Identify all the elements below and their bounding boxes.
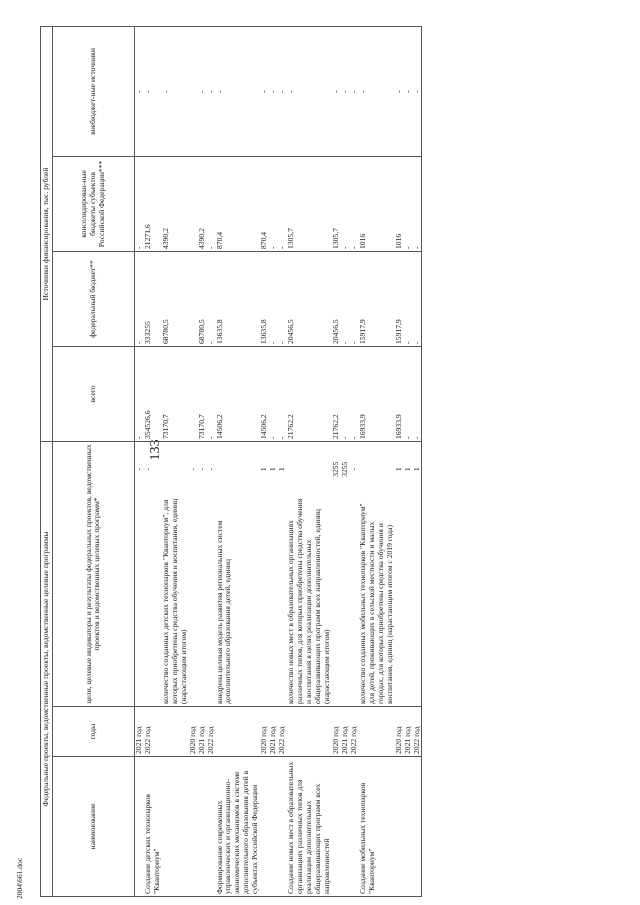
header-extrabudget: внебюджет-ные источники <box>52 26 134 156</box>
funding-table <box>40 26 422 897</box>
cell-name <box>260 757 269 897</box>
cell-year: 2022 год <box>278 707 287 757</box>
cell-indicator-value: - <box>133 467 143 471</box>
cell-year: 2021 год <box>198 707 207 757</box>
cell-regional: 4390,2 <box>162 156 189 251</box>
cell-regional: 1305,7 <box>332 156 341 251</box>
header-projects-group: Федеральные проекты, ведомственные проекты, ведомственные целевые программы <box>41 441 53 896</box>
table-row <box>413 26 422 896</box>
cell-extrabudget: - <box>134 26 143 156</box>
cell-regional: - <box>350 156 359 251</box>
cell-total: - <box>413 346 422 441</box>
cell-federal: - <box>341 251 350 346</box>
cell-extrabudget: - <box>287 26 332 156</box>
cell-extrabudget: - <box>395 26 404 156</box>
cell-federal: 333255 <box>144 251 162 346</box>
table-row <box>198 26 207 896</box>
cell-federal: 20456,5 <box>332 251 341 346</box>
cell-indicator-value: 1 <box>277 467 287 472</box>
cell-indicator-value <box>162 441 189 496</box>
cell-indicator-value: 1 <box>259 467 269 472</box>
header-federal: федеральный бюджет** <box>52 251 134 346</box>
cell-year: 2020 год <box>332 707 341 757</box>
cell-indicator <box>198 497 207 707</box>
cell-name: Создание мобильных технопарков "Кванториум" <box>359 757 395 897</box>
table-row <box>216 26 261 896</box>
cell-federal: - <box>269 251 278 346</box>
cell-name: Создание детских технопарков "Кванториум" <box>144 757 162 897</box>
cell-indicator: количество новых мест в образовательных организациях различных типов, для которых приобретены средства обучения и воспитания в целях реализации дополнительных общеразвивающих программ всех направленностей, единиц (нарастающим итогом) <box>287 497 332 707</box>
cell-total: 21762,2 <box>287 346 332 441</box>
cell-indicator-value: - <box>142 467 152 471</box>
cell-total: 73170,7 <box>198 346 207 441</box>
cell-extrabudget: - <box>269 26 278 156</box>
cell-regional: - <box>207 156 216 251</box>
cell-total: - <box>404 346 413 441</box>
cell-indicator <box>341 497 350 707</box>
cell-extrabudget: - <box>207 26 216 156</box>
cell-total: 73170,7 <box>162 346 189 441</box>
cell-regional: 4390,2 <box>198 156 207 251</box>
cell-regional: - <box>278 156 287 251</box>
cell-federal: 15917,9 <box>395 251 404 346</box>
cell-total: - <box>269 346 278 441</box>
header-indicators: цели, целевые индикаторы и результаты федеральных проектов, ведомственных проектов и ведомственных целевых программ* <box>52 441 134 706</box>
cell-indicator-value: - <box>348 467 358 471</box>
cell-extrabudget: - <box>162 26 189 156</box>
footer-filename: 2004\661.doc <box>15 857 24 899</box>
cell-extrabudget: - <box>260 26 269 156</box>
table-row <box>162 26 189 896</box>
cell-name <box>395 757 404 897</box>
cell-total: 14506,2 <box>260 346 269 441</box>
table-row <box>134 26 143 896</box>
page-number: 133 <box>148 439 163 461</box>
table-row <box>260 26 269 896</box>
cell-indicator-value: 1 <box>393 467 403 472</box>
cell-indicator <box>269 497 278 707</box>
table-row <box>395 26 404 896</box>
cell-year: 2022 год <box>207 707 216 757</box>
table-row <box>350 26 359 896</box>
cell-total: - <box>341 346 350 441</box>
cell-total: - <box>207 346 216 441</box>
cell-indicator-value: - <box>187 467 197 471</box>
cell-regional: - <box>404 156 413 251</box>
cell-year: 2022 год <box>350 707 359 757</box>
cell-indicator <box>144 497 162 707</box>
header-funding-group: Источники финансирования, тыс. рублей <box>41 26 53 441</box>
cell-extrabudget: - <box>413 26 422 156</box>
table-row <box>404 26 413 896</box>
cell-year: 2022 год <box>144 707 162 757</box>
cell-indicator: внедрена целевая модель развития региональных систем дополнительного образования детей, единиц <box>216 497 261 707</box>
cell-extrabudget: - <box>404 26 413 156</box>
cell-extrabudget: - <box>332 26 341 156</box>
cell-name <box>198 757 207 897</box>
cell-regional: - <box>269 156 278 251</box>
cell-year: 2021 год <box>341 707 350 757</box>
cell-name <box>413 757 422 897</box>
table-body <box>134 26 422 896</box>
table-row <box>359 26 395 896</box>
cell-federal: 68780,5 <box>162 251 189 346</box>
cell-indicator <box>260 497 269 707</box>
table-row <box>341 26 350 896</box>
cell-name <box>189 757 198 897</box>
cell-total: 16933,9 <box>359 346 395 441</box>
cell-federal: 68780,5 <box>198 251 207 346</box>
cell-indicator <box>134 497 143 707</box>
table-row <box>287 26 332 896</box>
table-row <box>189 26 198 896</box>
cell-regional: 1016 <box>359 156 395 251</box>
cell-regional: 870,4 <box>260 156 269 251</box>
cell-indicator: количество созданных детских технопарков "Кванториум", для которых приобретены средства обучения и воспитания, единиц (нарастающим итогом) <box>162 497 189 707</box>
cell-indicator-value <box>287 441 332 496</box>
cell-extrabudget: - <box>359 26 395 156</box>
cell-total: - <box>350 346 359 441</box>
table-row <box>144 26 162 896</box>
cell-year: 2021 год <box>134 707 143 757</box>
cell-extrabudget: - <box>216 26 261 156</box>
cell-name <box>162 757 189 897</box>
cell-year: 2021 год <box>269 707 278 757</box>
cell-total: 14506,2 <box>216 346 261 441</box>
cell-year <box>216 707 261 757</box>
header-total: всего <box>52 346 134 441</box>
cell-year: 2020 год <box>260 707 269 757</box>
cell-indicator: количество созданных мобильных технопарков "Кванториум" для детей, проживающих в сельской местности и малых городах, для которых приобретены средства обучения и воспитания, единиц (нарастающим итогом с 2019 года) <box>359 497 395 707</box>
cell-total: - <box>278 346 287 441</box>
cell-year <box>287 707 332 757</box>
cell-indicator-value <box>359 441 395 496</box>
cell-federal: - <box>413 251 422 346</box>
cell-indicator-value: 1 <box>413 441 422 496</box>
cell-name: Формирование современных управленческих и организационно-экономических механизмов в системе дополнительного образования детей в субъектах Российской Федерации <box>216 757 261 897</box>
cell-name <box>341 757 350 897</box>
cell-regional: 1305,7 <box>287 156 332 251</box>
cell-indicator-value: 1 <box>268 467 278 472</box>
cell-regional: 21271,6 <box>144 156 162 251</box>
cell-name <box>404 757 413 897</box>
cell-federal: - <box>278 251 287 346</box>
cell-total: - <box>134 346 143 441</box>
cell-indicator-value: 3255 <box>339 461 349 477</box>
cell-year: 2020 год <box>189 707 198 757</box>
cell-indicator <box>189 497 198 707</box>
cell-indicator <box>332 497 341 707</box>
cell-indicator-value: - <box>205 467 215 471</box>
cell-indicator-value <box>216 441 261 496</box>
cell-indicator <box>413 497 422 707</box>
cell-regional: - <box>341 156 350 251</box>
cell-name: Создание новых мест в образовательных организациях различных типов для реализации дополнительных общеразвивающих программ всех направленностей <box>287 757 332 897</box>
cell-indicator <box>395 497 404 707</box>
cell-year: 2020 год <box>395 707 404 757</box>
cell-total: 21762,2 <box>332 346 341 441</box>
header-name: наименование <box>52 757 134 897</box>
cell-name <box>269 757 278 897</box>
cell-regional: 1016 <box>395 156 404 251</box>
table-row <box>207 26 216 896</box>
cell-year: 2022 год <box>413 707 422 757</box>
cell-extrabudget: - <box>144 26 162 156</box>
header-years: годы <box>52 707 134 757</box>
cell-extrabudget: - <box>341 26 350 156</box>
cell-indicator-value: - <box>196 467 206 471</box>
cell-federal: - <box>134 251 143 346</box>
cell-year: 2021 год <box>404 707 413 757</box>
cell-federal: - <box>207 251 216 346</box>
cell-regional: - <box>413 156 422 251</box>
cell-federal: - <box>350 251 359 346</box>
cell-federal: - <box>404 251 413 346</box>
cell-total: 16933,9 <box>395 346 404 441</box>
cell-regional: 870,4 <box>216 156 261 251</box>
cell-regional: - <box>134 156 143 251</box>
cell-total: 354526,6 <box>144 346 162 441</box>
cell-indicator-value: 3255 <box>330 461 340 477</box>
table-row <box>269 26 278 896</box>
cell-federal: 20456,5 <box>287 251 332 346</box>
cell-federal: 13635,8 <box>216 251 261 346</box>
cell-name <box>332 757 341 897</box>
cell-extrabudget: - <box>350 26 359 156</box>
cell-federal: 13635,8 <box>260 251 269 346</box>
header-regional: консолидирован-ные бюджеты субъектов Российской Федерации*** <box>52 156 134 251</box>
cell-year <box>359 707 395 757</box>
cell-indicator-value: 1 <box>402 467 412 472</box>
cell-federal: 15917,9 <box>359 251 395 346</box>
cell-year <box>162 707 189 757</box>
cell-extrabudget: - <box>198 26 207 156</box>
cell-extrabudget: - <box>278 26 287 156</box>
cell-indicator <box>404 497 413 707</box>
